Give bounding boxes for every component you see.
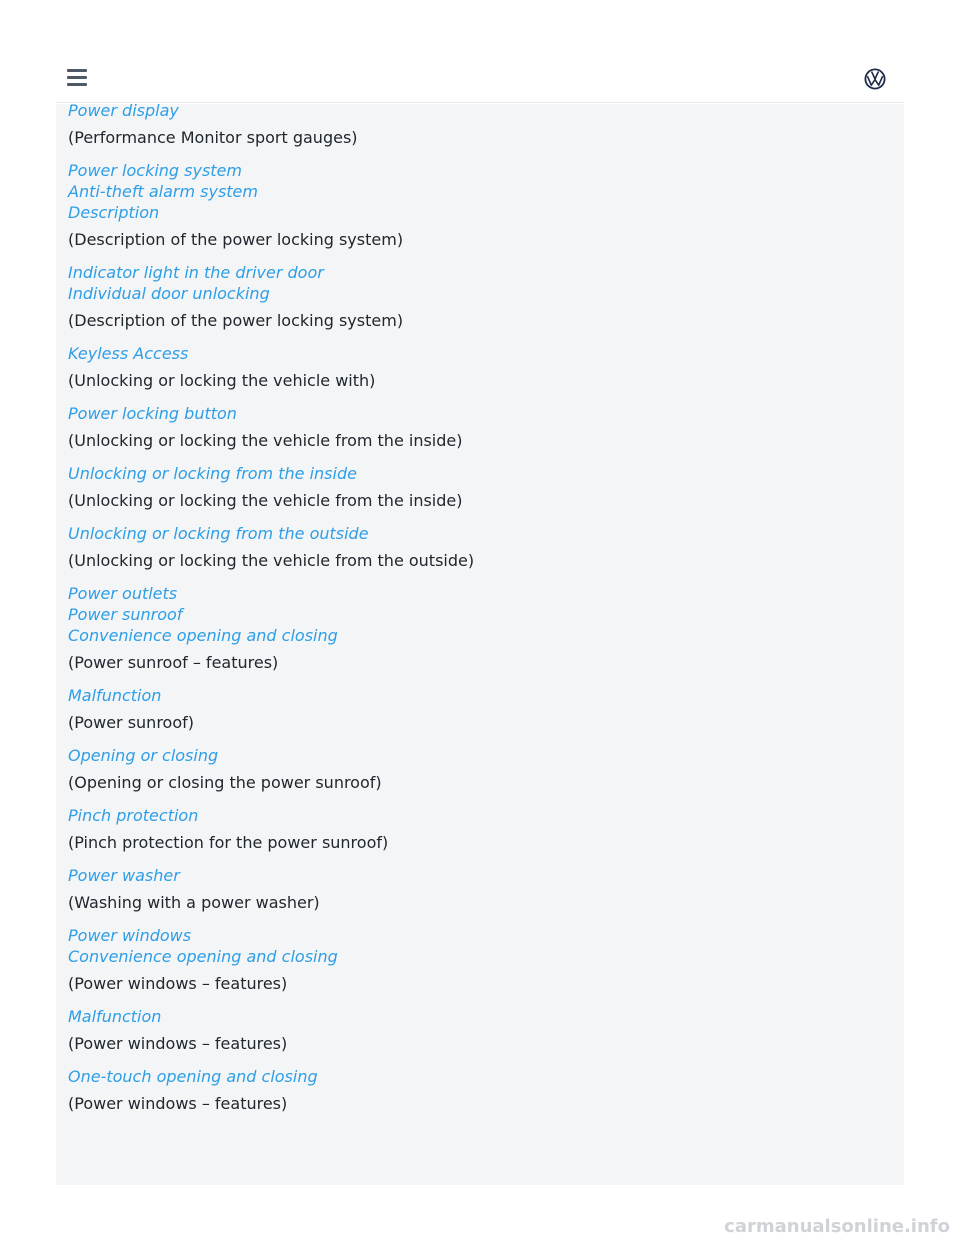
hamburger-menu-icon[interactable] xyxy=(67,69,87,86)
index-link[interactable]: Description xyxy=(68,203,160,222)
index-description: (Performance Monitor sport gauges) xyxy=(68,128,358,147)
index-entry xyxy=(68,1006,888,1054)
index-entry xyxy=(68,463,888,511)
index-description: (Opening or closing the power sunroof) xyxy=(68,773,382,792)
index-link[interactable]: Opening or closing xyxy=(68,746,219,765)
index-entry xyxy=(68,745,888,793)
index-description: (Unlocking or locking the vehicle from the inside) xyxy=(68,491,463,510)
index-link[interactable]: Power locking button xyxy=(68,404,237,423)
index-entry xyxy=(68,1066,888,1114)
index-link[interactable]: Pinch protection xyxy=(68,806,199,825)
index-description: (Unlocking or locking the vehicle with) xyxy=(68,371,376,390)
index-entry xyxy=(68,160,888,250)
index-entry xyxy=(68,925,888,994)
index-entries xyxy=(68,104,888,1126)
index-description: (Washing with a power washer) xyxy=(68,893,320,912)
index-link[interactable]: Power windows xyxy=(68,926,192,945)
index-entry xyxy=(68,685,888,733)
index-description: (Description of the power locking system) xyxy=(68,311,404,330)
index-link[interactable]: Unlocking or locking from the inside xyxy=(68,464,357,483)
index-description: (Pinch protection for the power sunroof) xyxy=(68,833,389,852)
vw-logo-icon[interactable] xyxy=(864,68,886,90)
index-description: (Power windows – features) xyxy=(68,1094,288,1113)
index-link[interactable]: Power outlets xyxy=(68,584,178,603)
index-description: (Power windows – features) xyxy=(68,1034,288,1053)
index-description: (Power windows – features) xyxy=(68,974,288,993)
index-entry xyxy=(68,343,888,391)
top-bar xyxy=(56,55,904,103)
index-entry xyxy=(68,104,888,148)
index-description: (Power sunroof) xyxy=(68,713,194,732)
index-link[interactable]: Power sunroof xyxy=(68,605,183,624)
index-link[interactable]: Convenience opening and closing xyxy=(68,947,338,966)
index-description: (Power sunroof – features) xyxy=(68,653,279,672)
index-entry xyxy=(68,583,888,673)
index-entry xyxy=(68,865,888,913)
index-link[interactable]: Malfunction xyxy=(68,686,162,705)
index-link[interactable]: Convenience opening and closing xyxy=(68,626,338,645)
index-entry xyxy=(68,262,888,331)
index-link[interactable]: Keyless Access xyxy=(68,344,189,363)
index-link[interactable]: Power display xyxy=(68,104,179,120)
index-link[interactable]: Indicator light in the driver door xyxy=(68,263,324,282)
index-entry xyxy=(68,523,888,571)
index-link[interactable]: Power locking system xyxy=(68,161,242,180)
index-link[interactable]: Unlocking or locking from the outside xyxy=(68,524,369,543)
index-content xyxy=(56,104,904,1185)
index-entry xyxy=(68,805,888,853)
index-description: (Unlocking or locking the vehicle from the outside) xyxy=(68,551,475,570)
index-link[interactable]: Individual door unlocking xyxy=(68,284,270,303)
index-link[interactable]: One-touch opening and closing xyxy=(68,1067,318,1086)
index-entry xyxy=(68,403,888,451)
watermark: carmanualsonline.info xyxy=(724,1216,950,1237)
index-link[interactable]: Malfunction xyxy=(68,1007,162,1026)
index-link[interactable]: Anti-theft alarm system xyxy=(68,182,258,201)
index-description: (Description of the power locking system) xyxy=(68,230,404,249)
index-description: (Unlocking or locking the vehicle from the inside) xyxy=(68,431,463,450)
index-link[interactable]: Power washer xyxy=(68,866,180,885)
